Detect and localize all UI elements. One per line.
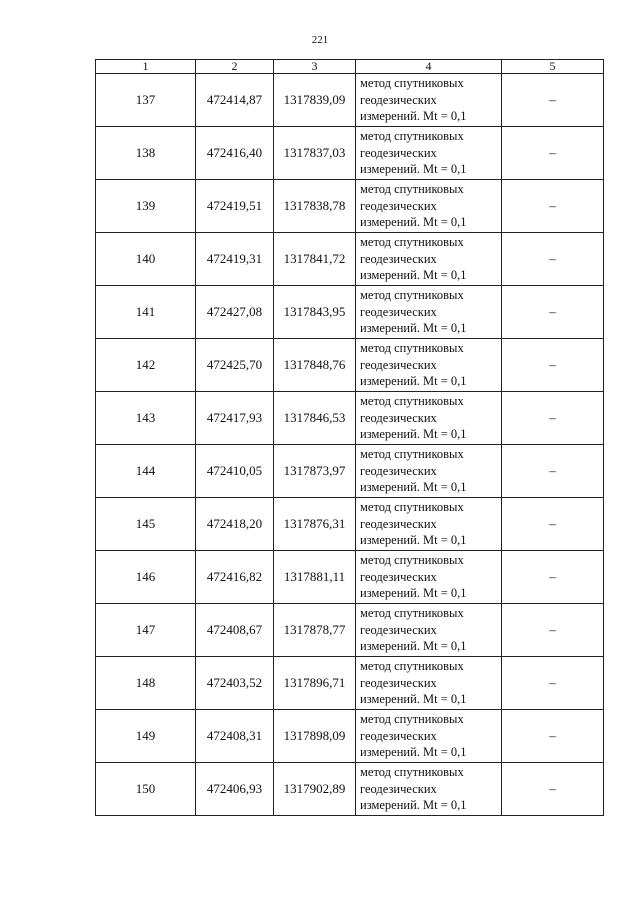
column-header: 1 [96, 60, 196, 74]
method-cell [356, 180, 502, 233]
y-coordinate-cell: 1317841,72 [274, 233, 356, 286]
table-row [96, 233, 604, 286]
coordinates-table [95, 59, 604, 816]
method-line: измерений. Mt = 0,1 [360, 533, 467, 548]
point-number-cell: 142 [96, 339, 196, 392]
y-coordinate-cell: 1317843,95 [274, 286, 356, 339]
x-coordinate-cell: 472408,31 [196, 710, 274, 763]
method-line: геодезических [360, 728, 437, 743]
x-coordinate-cell: 472416,82 [196, 551, 274, 604]
x-coordinate-cell: 472418,20 [196, 498, 274, 551]
y-coordinate-cell: 1317881,11 [274, 551, 356, 604]
method-line: геодезических [360, 357, 437, 372]
note-cell: – [502, 180, 604, 233]
x-coordinate-cell: 472406,93 [196, 763, 274, 816]
method-line: геодезических [360, 92, 437, 107]
note-cell: – [502, 339, 604, 392]
method-line: геодезических [360, 516, 437, 531]
method-cell [356, 498, 502, 551]
method-line: метод спутниковых [360, 76, 464, 91]
note-cell: – [502, 657, 604, 710]
point-number-cell: 139 [96, 180, 196, 233]
note-cell: – [502, 127, 604, 180]
method-cell [356, 339, 502, 392]
method-cell [356, 74, 502, 127]
note-cell: – [502, 604, 604, 657]
y-coordinate-cell: 1317878,77 [274, 604, 356, 657]
y-coordinate-cell: 1317873,97 [274, 445, 356, 498]
table-row [96, 286, 604, 339]
point-number-cell: 138 [96, 127, 196, 180]
table-row [96, 551, 604, 604]
column-header: 2 [196, 60, 274, 74]
note-cell: – [502, 498, 604, 551]
x-coordinate-cell: 472416,40 [196, 127, 274, 180]
y-coordinate-cell: 1317898,09 [274, 710, 356, 763]
x-coordinate-cell: 472417,93 [196, 392, 274, 445]
method-line: метод спутниковых [360, 394, 464, 409]
point-number-cell: 147 [96, 604, 196, 657]
method-line: метод спутниковых [360, 659, 464, 674]
point-number-cell: 144 [96, 445, 196, 498]
method-line: геодезических [360, 145, 437, 160]
method-cell [356, 710, 502, 763]
y-coordinate-cell: 1317839,09 [274, 74, 356, 127]
table-row [96, 763, 604, 816]
method-line: метод спутниковых [360, 500, 464, 515]
method-cell [356, 657, 502, 710]
method-line: измерений. Mt = 0,1 [360, 798, 467, 813]
method-line: измерений. Mt = 0,1 [360, 586, 467, 601]
column-header: 3 [274, 60, 356, 74]
method-cell [356, 286, 502, 339]
method-line: измерений. Mt = 0,1 [360, 215, 467, 230]
column-header: 5 [502, 60, 604, 74]
method-line: измерений. Mt = 0,1 [360, 162, 467, 177]
point-number-cell: 150 [96, 763, 196, 816]
x-coordinate-cell: 472427,08 [196, 286, 274, 339]
method-cell [356, 127, 502, 180]
method-line: измерений. Mt = 0,1 [360, 639, 467, 654]
method-line: метод спутниковых [360, 447, 464, 462]
note-cell: – [502, 710, 604, 763]
table-row [96, 657, 604, 710]
method-line: измерений. Mt = 0,1 [360, 109, 467, 124]
method-line: геодезических [360, 251, 437, 266]
method-line: геодезических [360, 781, 437, 796]
x-coordinate-cell: 472403,52 [196, 657, 274, 710]
method-line: геодезических [360, 463, 437, 478]
method-line: метод спутниковых [360, 765, 464, 780]
point-number-cell: 146 [96, 551, 196, 604]
method-line: измерений. Mt = 0,1 [360, 374, 467, 389]
method-line: метод спутниковых [360, 712, 464, 727]
point-number-cell: 137 [96, 74, 196, 127]
method-cell [356, 392, 502, 445]
point-number-cell: 141 [96, 286, 196, 339]
method-line: метод спутниковых [360, 288, 464, 303]
y-coordinate-cell: 1317876,31 [274, 498, 356, 551]
point-number-cell: 143 [96, 392, 196, 445]
table-row [96, 498, 604, 551]
point-number-cell: 145 [96, 498, 196, 551]
table-row [96, 604, 604, 657]
note-cell: – [502, 233, 604, 286]
method-cell [356, 763, 502, 816]
table-row [96, 127, 604, 180]
y-coordinate-cell: 1317837,03 [274, 127, 356, 180]
y-coordinate-cell: 1317848,76 [274, 339, 356, 392]
method-line: метод спутниковых [360, 129, 464, 144]
method-line: метод спутниковых [360, 235, 464, 250]
method-line: измерений. Mt = 0,1 [360, 480, 467, 495]
x-coordinate-cell: 472419,31 [196, 233, 274, 286]
table-row [96, 339, 604, 392]
x-coordinate-cell: 472419,51 [196, 180, 274, 233]
y-coordinate-cell: 1317896,71 [274, 657, 356, 710]
method-line: метод спутниковых [360, 341, 464, 356]
note-cell: – [502, 551, 604, 604]
method-line: измерений. Mt = 0,1 [360, 427, 467, 442]
method-line: геодезических [360, 304, 437, 319]
point-number-cell: 149 [96, 710, 196, 763]
note-cell: – [502, 445, 604, 498]
method-line: геодезических [360, 569, 437, 584]
x-coordinate-cell: 472425,70 [196, 339, 274, 392]
y-coordinate-cell: 1317902,89 [274, 763, 356, 816]
note-cell: – [502, 392, 604, 445]
table-header-row [96, 60, 604, 74]
method-line: метод спутниковых [360, 553, 464, 568]
point-number-cell: 140 [96, 233, 196, 286]
note-cell: – [502, 763, 604, 816]
y-coordinate-cell: 1317838,78 [274, 180, 356, 233]
x-coordinate-cell: 472414,87 [196, 74, 274, 127]
method-line: измерений. Mt = 0,1 [360, 268, 467, 283]
y-coordinate-cell: 1317846,53 [274, 392, 356, 445]
note-cell: – [502, 74, 604, 127]
method-cell [356, 233, 502, 286]
x-coordinate-cell: 472410,05 [196, 445, 274, 498]
method-line: измерений. Mt = 0,1 [360, 692, 467, 707]
method-cell [356, 604, 502, 657]
method-line: геодезических [360, 675, 437, 690]
column-header: 4 [356, 60, 502, 74]
x-coordinate-cell: 472408,67 [196, 604, 274, 657]
method-line: измерений. Mt = 0,1 [360, 321, 467, 336]
table-row [96, 392, 604, 445]
table-row [96, 445, 604, 498]
method-line: метод спутниковых [360, 606, 464, 621]
page-number: 221 [311, 34, 329, 46]
table-row [96, 74, 604, 127]
method-line: измерений. Mt = 0,1 [360, 745, 467, 760]
method-line: геодезических [360, 410, 437, 425]
method-line: геодезических [360, 198, 437, 213]
method-line: метод спутниковых [360, 182, 464, 197]
note-cell: – [502, 286, 604, 339]
method-cell [356, 445, 502, 498]
method-cell [356, 551, 502, 604]
table-row [96, 180, 604, 233]
table-row [96, 710, 604, 763]
point-number-cell: 148 [96, 657, 196, 710]
method-line: геодезических [360, 622, 437, 637]
